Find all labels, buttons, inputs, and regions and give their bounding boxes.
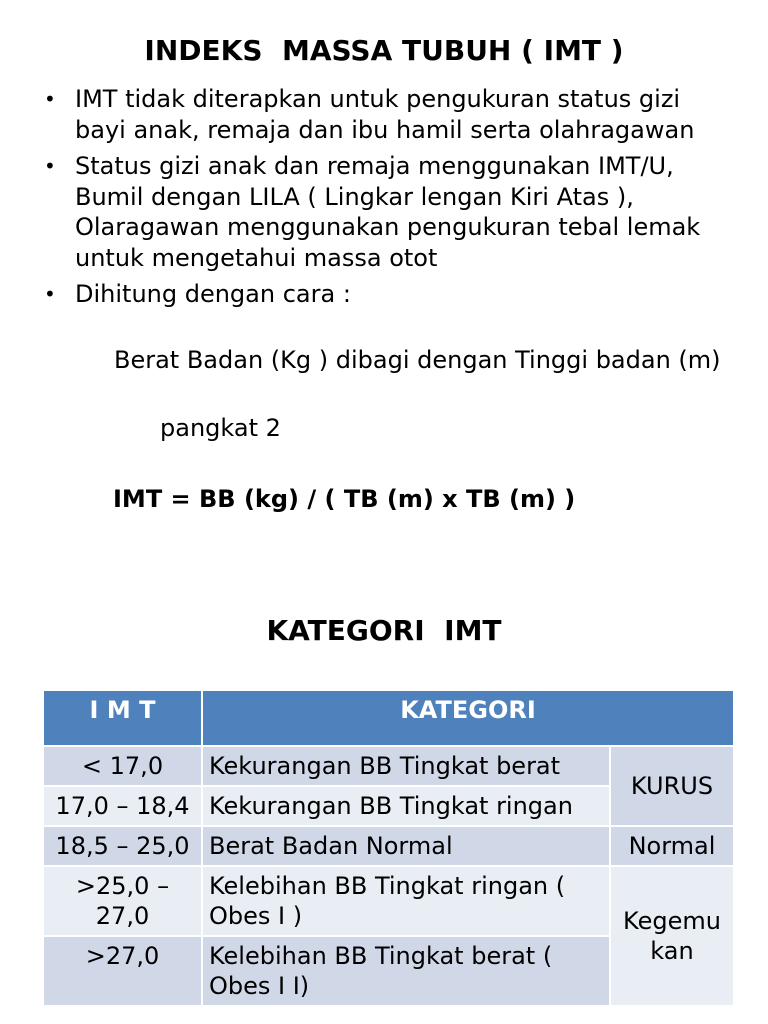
bullet-icon: • xyxy=(44,87,56,111)
method-description: Berat Badan (Kg ) dibagi dengan Tinggi badan (m) xyxy=(114,346,721,374)
bullet-text: Status gizi anak dan remaja menggunakan IMT/U, Bumil dengan LILA ( Lingkar lengan Kiri Atas ), Olaragawan menggunakan pengukuran tebal lemak untuk mengetahui massa otot xyxy=(75,152,701,272)
method-exponent: pangkat 2 xyxy=(160,414,281,442)
kategori-cell: Kekurangan BB Tingkat ringan xyxy=(202,786,610,826)
bullet-item xyxy=(44,279,734,310)
imt-range-cell: 17,0 – 18,4 xyxy=(43,786,202,826)
bullet-item xyxy=(44,84,734,145)
imt-formula: IMT = BB (kg) / ( TB (m) x TB (m) ) xyxy=(113,485,576,513)
group-cell-normal: Normal xyxy=(610,826,734,866)
page-title: INDEKS MASSA TUBUH ( IMT ) xyxy=(144,34,624,67)
imt-range-cell: < 17,0 xyxy=(43,746,202,786)
bullet-text: Dihitung dengan cara : xyxy=(75,280,351,308)
group-label: Kegemukan xyxy=(623,907,721,965)
table-row xyxy=(43,746,734,786)
table-header-row xyxy=(43,690,734,746)
imt-range-cell: 18,5 – 25,0 xyxy=(43,826,202,866)
table-row xyxy=(43,826,734,866)
header-imt: I M T xyxy=(43,690,202,746)
bullet-text: IMT tidak diterapkan untuk pengukuran status gizi bayi anak, remaja dan ibu hamil serta olahragawan xyxy=(75,85,695,144)
kategori-cell: Berat Badan Normal xyxy=(202,826,610,866)
imt-range-cell: >25,0 – 27,0 xyxy=(43,866,202,936)
bullet-item xyxy=(44,151,734,273)
kategori-cell: Kelebihan BB Tingkat ringan ( Obes I ) xyxy=(202,866,610,936)
table-row xyxy=(43,866,734,936)
kategori-cell: Kelebihan BB Tingkat berat ( Obes I I) xyxy=(202,936,610,1006)
imt-category-table xyxy=(42,689,735,1007)
header-kategori: KATEGORI xyxy=(202,690,734,746)
group-cell-kurus: KURUS xyxy=(610,746,734,826)
bullet-list xyxy=(44,84,734,316)
imt-range-cell: >27,0 xyxy=(43,936,202,1006)
group-cell-kegemukan xyxy=(610,866,734,1006)
table-title: KATEGORI IMT xyxy=(266,614,502,647)
bullet-icon: • xyxy=(44,154,56,178)
bullet-icon: • xyxy=(44,282,56,306)
kategori-cell: Kekurangan BB Tingkat berat xyxy=(202,746,610,786)
